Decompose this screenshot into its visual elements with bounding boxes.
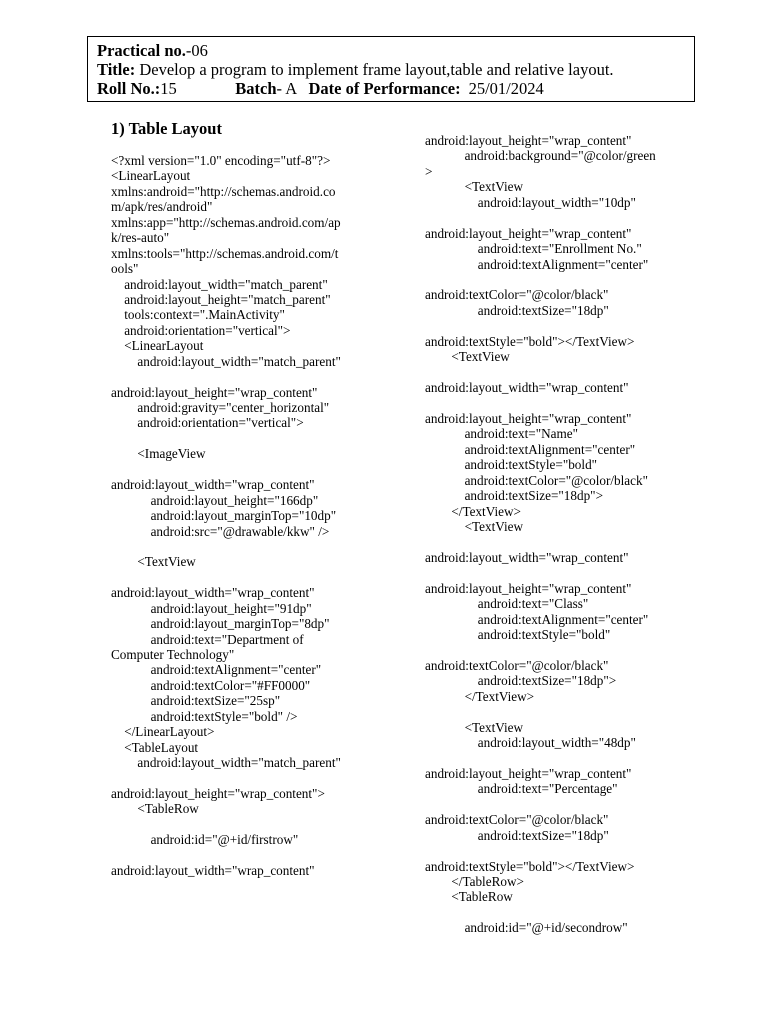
code-line: <TextView: [425, 349, 510, 365]
code-line: [111, 431, 361, 446]
code-line: android:layout_marginTop="8dp": [111, 616, 330, 632]
code-line: tools:context=".MainActivity": [111, 307, 285, 323]
code-line: android:textSize="25sp": [111, 693, 281, 709]
code-line: android:layout_width="wrap_content": [111, 477, 315, 493]
code-line: >: [425, 163, 433, 179]
batch-label: Batch: [235, 79, 277, 98]
code-line: android:textStyle="bold": [425, 457, 598, 473]
code-line: <TableLayout: [111, 739, 199, 755]
code-line: [425, 365, 705, 380]
code-line: <TableRow: [425, 889, 513, 905]
practical-label: Practical no.: [97, 41, 186, 60]
code-line: android:textSize="18dp": [425, 302, 609, 318]
code-line: android:layout_width="wrap_content": [111, 863, 315, 879]
code-line: android:textColor="@color/black": [425, 287, 609, 303]
code-line: [111, 817, 361, 832]
practical-value: -06: [185, 41, 208, 60]
roll-label: Roll No.:: [97, 79, 161, 98]
code-line: xmlns:tools="http://schemas.android.com/t: [111, 245, 339, 261]
code-line: Computer Technology": [111, 647, 235, 662]
code-line: android:layout_height="match_parent": [111, 291, 331, 307]
code-line: </TableRow>: [425, 874, 524, 889]
code-line: [425, 642, 705, 657]
code-line: android:gravity="center_horizontal": [111, 400, 330, 415]
code-line: android:layout_width="wrap_content": [425, 380, 629, 395]
code-line: <TextView: [425, 719, 524, 735]
code-line: [111, 369, 361, 384]
code-line: [425, 318, 705, 333]
code-line: android:layout_height="wrap_content": [425, 225, 632, 241]
code-line: android:text="Name": [425, 426, 578, 442]
batch-value: - A: [276, 79, 298, 98]
code-line: </LinearLayout>: [111, 724, 215, 740]
code-line: android:layout_width="match_parent": [111, 276, 328, 292]
code-line: android:textSize="18dp">: [425, 488, 604, 504]
code-line: android:orientation="vertical">: [111, 322, 291, 338]
code-line: ools": [111, 261, 139, 277]
code-line: android:textStyle="bold" />: [111, 708, 298, 724]
code-line: [425, 534, 705, 549]
code-line: android:layout_height="wrap_content": [425, 410, 632, 426]
code-line: [425, 565, 705, 580]
code-line: android:src="@drawable/kkw" />: [111, 523, 330, 539]
code-line: android:background="@color/green: [425, 148, 656, 164]
code-line: [425, 843, 705, 858]
code-line: [111, 462, 361, 477]
code-line: [425, 905, 705, 920]
practical-number-line: [97, 41, 694, 60]
roll-value: 15: [160, 79, 177, 98]
title-label: Title:: [97, 60, 136, 79]
code-line: </TextView>: [425, 688, 535, 704]
code-line: android:layout_height="91dp": [111, 600, 312, 616]
code-line: xmlns:app="http://schemas.android.com/ap: [111, 214, 341, 230]
code-line: <TextView: [425, 179, 524, 195]
code-line: android:layout_width="wrap_content": [111, 585, 315, 601]
title-line: [97, 60, 694, 79]
code-line: [111, 771, 361, 786]
code-line: <TextView: [425, 518, 524, 534]
code-line: android:textColor="@color/black": [425, 472, 648, 488]
code-line: android:layout_height="166dp": [111, 492, 319, 508]
code-line: android:text="Class": [425, 596, 589, 612]
code-line: android:textSize="18dp">: [425, 673, 617, 689]
code-line: [425, 751, 705, 766]
code-line: k/res-auto": [111, 230, 170, 246]
code-line: android:layout_width="wrap_content": [425, 549, 629, 565]
code-line: [425, 395, 705, 410]
date-value: 25/01/2024: [468, 79, 544, 98]
code-line: android:layout_width="48dp": [425, 735, 636, 751]
code-line: [425, 210, 705, 225]
code-line: <?xml version="1.0" encoding="utf-8"?>: [111, 153, 331, 168]
code-line: [425, 272, 705, 287]
code-line: android:layout_width="10dp": [425, 194, 636, 210]
code-line: android:textColor="@color/black": [425, 812, 609, 828]
code-line: android:layout_height="wrap_content": [425, 133, 632, 148]
code-line: [425, 704, 705, 719]
code-line: android:layout_marginTop="10dp": [111, 508, 337, 524]
code-line: android:textColor="@color/black": [425, 657, 609, 673]
code-line: <LinearLayout: [111, 338, 204, 354]
code-line: android:layout_height="wrap_content": [425, 765, 632, 781]
code-line: android:id="@+id/firstrow": [111, 832, 299, 848]
code-column-left: [111, 153, 361, 879]
code-line: <TextView: [111, 554, 196, 570]
code-line: android:text="Department of: [111, 631, 304, 647]
code-line: android:text="Enrollment No.": [425, 241, 642, 257]
code-line: <LinearLayout: [111, 168, 191, 184]
code-line: android:layout_width="match_parent": [111, 353, 341, 369]
code-line: android:layout_height="wrap_content">: [111, 785, 325, 801]
code-line: <TableRow: [111, 801, 199, 817]
code-line: android:id="@+id/secondrow": [425, 920, 628, 936]
code-line: android:textAlignment="center": [425, 256, 649, 272]
code-line: android:textAlignment="center": [111, 662, 322, 678]
code-line: [425, 797, 705, 812]
code-line: android:text="Percentage": [425, 781, 618, 797]
roll-batch-date-line: [97, 79, 694, 98]
code-line: android:textStyle="bold"></TextView>: [425, 333, 635, 349]
code-line: android:layout_height="wrap_content": [425, 580, 632, 596]
code-line: [111, 570, 361, 585]
code-line: android:layout_width="match_parent": [111, 755, 341, 771]
code-line: android:textStyle="bold": [425, 627, 611, 642]
section-title: 1) Table Layout: [111, 119, 222, 138]
code-line: xmlns:android="http://schemas.android.co: [111, 183, 336, 199]
practical-header: [87, 36, 695, 102]
code-line: android:textStyle="bold"></TextView>: [425, 858, 635, 874]
code-line: </TextView>: [425, 503, 521, 519]
code-line: android:textSize="18dp": [425, 827, 609, 843]
code-column-right: [425, 133, 705, 936]
code-line: [111, 848, 361, 863]
code-line: <ImageView: [111, 446, 206, 462]
code-line: android:orientation="vertical">: [111, 415, 304, 431]
code-line: android:textAlignment="center": [425, 441, 636, 457]
code-line: [111, 539, 361, 554]
code-line: android:textAlignment="center": [425, 611, 649, 627]
code-line: android:textColor="#FF0000": [111, 677, 311, 693]
title-value: Develop a program to implement frame layout,table and relative layout.: [135, 60, 614, 79]
date-label: Date of Performance:: [308, 79, 461, 98]
code-line: android:layout_height="wrap_content": [111, 384, 318, 400]
code-line: m/apk/res/android": [111, 199, 213, 215]
